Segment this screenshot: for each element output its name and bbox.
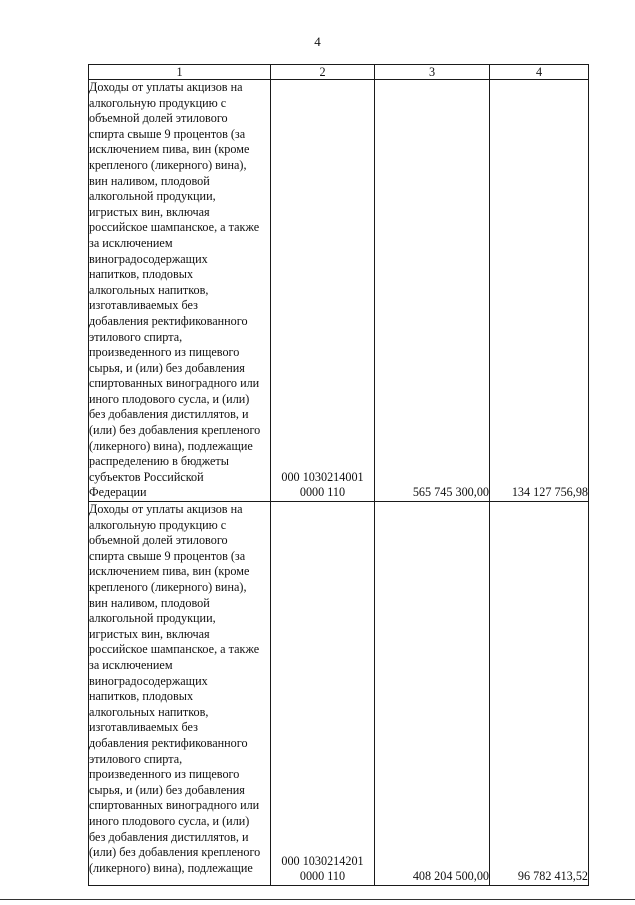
row-amount-plan: 408 204 500,00: [375, 502, 490, 886]
row-description: Доходы от уплаты акцизов на алкогольную продукцию с объемной долей этилового спирта свыше 9 процентов (за исключением пива, вин (кроме крепленого (ликерного) вина), вин наливом, плодовой алкогольной продукции, игристых вин, включая российское шампанское, а также за исключением виноградосодержащих напитков, плодовых алкогольных напитков, изготавливаемых без добавления ректификованного этилового спирта, произведенного из пищевого сырья, и (или) без добавления спиртованных виноградного или иного плодового сусла, и (или) без добавления дистиллятов, и (или) без добавления крепленого (ликерного) вина), подлежащие: [89, 502, 271, 886]
column-header-1: 1: [89, 65, 271, 80]
table-header-row: [89, 65, 589, 80]
column-header-4: 4: [490, 65, 589, 80]
revenue-table: [88, 64, 589, 886]
column-header-3: 3: [375, 65, 490, 80]
table-row: [89, 502, 589, 886]
row-budget-code: 000 1030214201 0000 110: [271, 502, 375, 886]
table-row: [89, 80, 589, 502]
row-amount-plan: 565 745 300,00: [375, 80, 490, 502]
row-budget-code: 000 1030214001 0000 110: [271, 80, 375, 502]
row-description: Доходы от уплаты акцизов на алкогольную продукцию с объемной долей этилового спирта свыше 9 процентов (за исключением пива, вин (кроме крепленого (ликерного) вина), вин наливом, плодовой алкогольной продукции, игристых вин, включая российское шампанское, а также за исключением виноградосодержащих напитков, плодовых алкогольных напитков, изготавливаемых без добавления ректификованного этилового спирта, произведенного из пищевого сырья, и (или) без добавления спиртованных виноградного или иного плодового сусла, и (или) без добавления дистиллятов, и (или) без добавления крепленого (ликерного) вина), подлежащие распределению в бюджеты субъектов Российской Федерации: [89, 80, 271, 502]
column-header-2: 2: [271, 65, 375, 80]
row-amount-actual: 96 782 413,52: [490, 502, 589, 886]
page-number: 4: [314, 34, 321, 49]
row-amount-actual: 134 127 756,98: [490, 80, 589, 502]
page-bottom-rule: [0, 899, 635, 900]
